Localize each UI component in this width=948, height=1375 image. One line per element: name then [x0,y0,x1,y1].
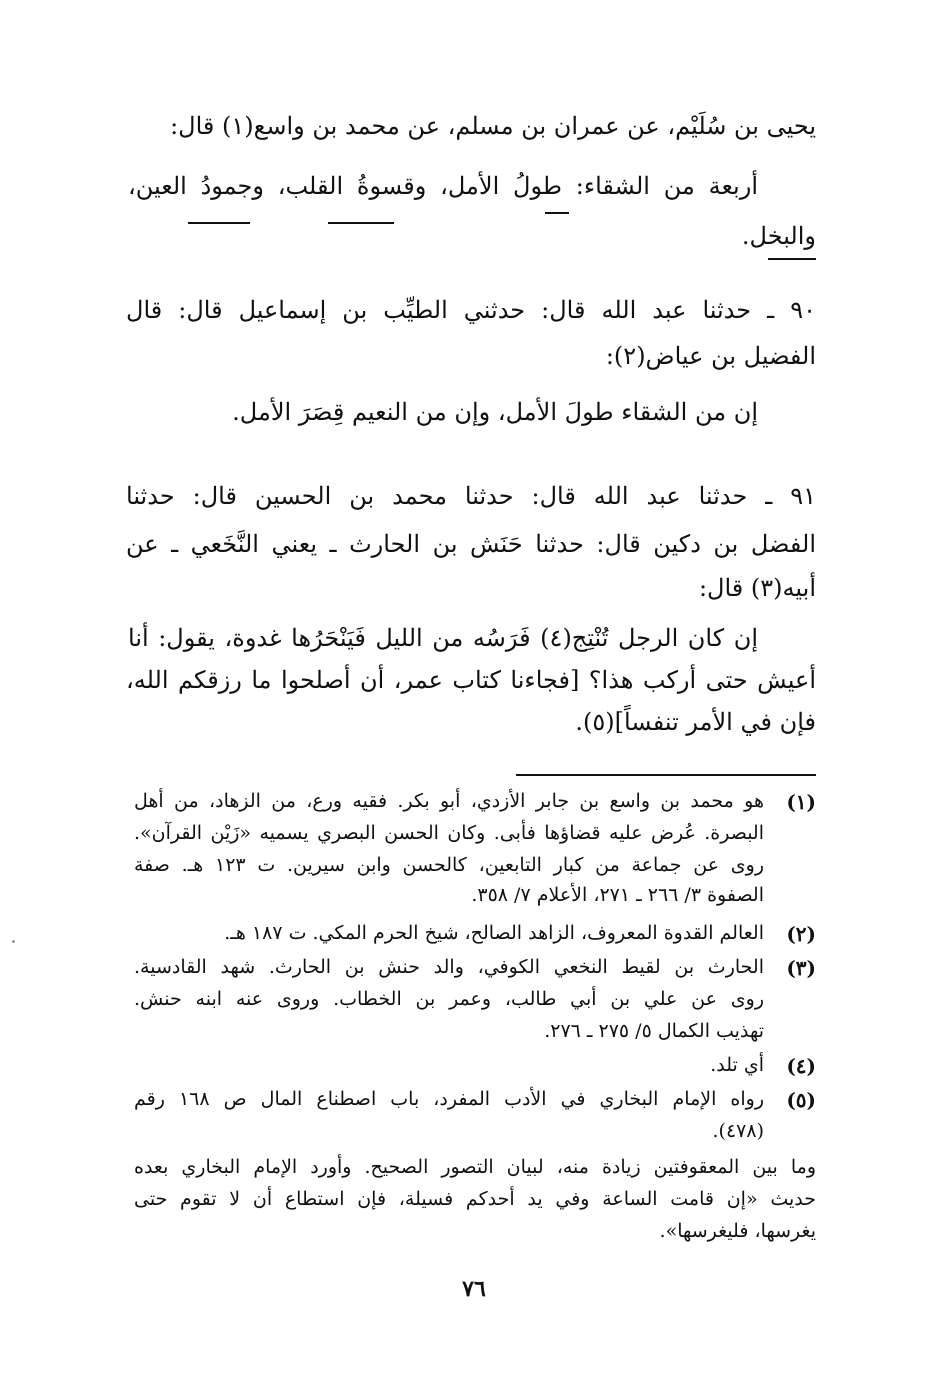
footnote-number: (٤) [786,1054,816,1078]
main-text-line: فإن في الأمر تنفساً](٥). [575,708,816,736]
handwritten-underline [768,258,816,260]
footnote-number: (٢) [786,922,816,946]
footnote-line: الحارث بن لقيط النخعي الكوفي، والد حنش بن الحارث. شهد القادسية. [134,956,764,978]
main-text-line: الفضيل بن عياض(٢): [605,342,816,370]
handwritten-underline [545,212,569,214]
footnote-line: يغرسها، فليغرسها». [659,1220,816,1242]
footnote-line: هو محمد بن واسع بن جابر الأزدي، أبو بكر. فقيه ورع، من الزهاد، من أهل [134,790,764,812]
footnote-line: روى عن علي بن أبي طالب، وعمر بن الخطاب. وروى عنه ابنه حنش. [134,988,764,1010]
main-text-line: يحيى بن سُلَيْم، عن عمران بن مسلم، عن محمد بن واسع(١) قال: [170,112,816,140]
footnote-line: الصفوة ٣/ ٢٦٦ ـ ٢٧١، الأعلام ٧/ ٣٥٨. [471,884,764,906]
footnote-line: أي تلد. [710,1054,764,1076]
footnote-line: روى عن جماعة من كبار التابعين، كالحسن وابن سيرين. ت ١٢٣ هـ. صفة [134,854,765,876]
main-text-line: ٩١ ـ حدثنا عبد الله قال: حدثنا محمد بن الحسين قال: حدثنا [126,482,817,510]
handwritten-underline [188,222,250,224]
main-text-line: إن من الشقاء طولَ الأمل، وإن من النعيم قِصَرَ الأمل. [232,398,758,426]
main-text-line: أعيش حتى أركب هذا؟ [فجاءنا كتاب عمر، أن أصلحوا ما رزقكم الله، [126,666,817,694]
footnote-separator [516,774,816,776]
main-text-line: أربعة من الشقاء: طولُ الأمل، وقسوةُ القلب، وجمودُ العين، [128,172,758,200]
footnote-line: حديث «إن قامت الساعة وفي يد أحدكم فسيلة، فإن استطاع أن لا تقوم حتى [134,1188,816,1210]
footnote-number: (٣) [786,956,816,980]
footnote-line: (٤٧٨). [712,1120,764,1142]
handwritten-underline [328,222,394,224]
main-text-line: والبخل. [741,222,816,250]
scan-speck [12,940,15,943]
footnote-line: وما بين المعقوفتين زيادة منه، لبيان التصور الصحيح. وأورد الإمام البخاري بعده [134,1156,816,1178]
footnote-line: تهذيب الكمال ٥/ ٢٧٥ ـ ٢٧٦. [544,1020,764,1042]
footnote-line: البصرة. عُرض عليه قضاؤها فأبى. وكان الحسن البصري يسميه «زَيْن القرآن». [134,822,764,844]
footnote-line: رواه الإمام البخاري في الأدب المفرد، باب اصطناع المال ص ١٦٨ رقم [134,1088,764,1110]
footnote-number: (١) [786,790,816,814]
main-text-line: الفضل بن دكين قال: حدثنا حَنَش بن الحارث ـ يعني النَّخَعي ـ عن [126,530,816,558]
main-text-line: إن كان الرجل تُنْتِج(٤) فَرَسُه من الليل فَيَنْحَرُها غدوة، يقول: أنا [128,624,759,652]
main-text-line: ٩٠ ـ حدثنا عبد الله قال: حدثني الطيِّب بن إسماعيل قال: قال [126,296,816,324]
footnote-number: (٥) [786,1088,816,1112]
footnote-line: العالم القدوة المعروف، الزاهد الصالح، شيخ الحرم المكي. ت ١٨٧ هـ. [224,922,764,944]
main-text-line: أبيه(٣) قال: [698,574,816,602]
page-number: ٧٦ [462,1276,486,1302]
